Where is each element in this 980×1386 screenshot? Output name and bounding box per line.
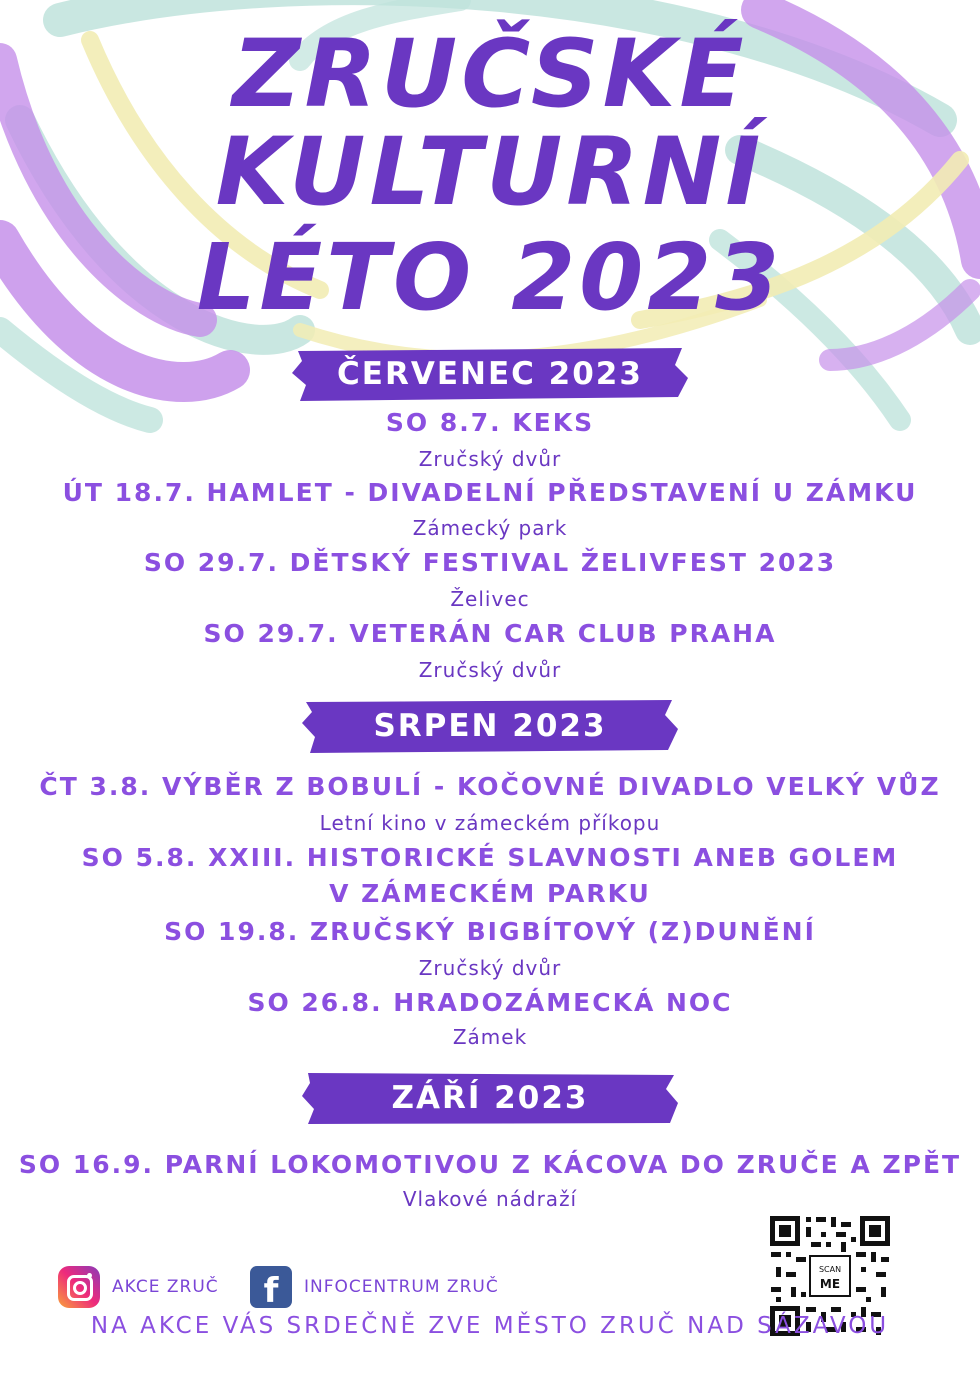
event-title: SO 16.9. PARNÍ LOKOMOTIVOU Z KÁCOVA DO ZRUČE A ZPĚT [18,1150,962,1179]
event-title: SO 29.7. DĚTSKÝ FESTIVAL ŽELIVFEST 2023 [143,548,837,577]
qr-me-label: ME [819,1277,841,1291]
poster-title-line-2: KULTURNÍ [215,118,765,227]
instagram-link[interactable] [58,1266,219,1308]
month-label-august: SRPEN 2023 [373,708,607,744]
instagram-icon [58,1266,100,1308]
event-title: SO 5.8. XXIII. HISTORICKÉ SLAVNOSTI ANEB GOLEM [81,843,899,872]
event-place: Vlakové nádraží [402,1187,578,1211]
month-heading-july [290,345,690,403]
event-title-continued: V ZÁMECKÉM PARKU [329,879,651,908]
event-title: SO 19.8. ZRUČSKÝ BIGBÍTOVÝ (Z)DUNĚNÍ [164,917,816,946]
event-place: Zručský dvůr [418,658,562,682]
month-label-september: ZÁŘÍ 2023 [391,1080,589,1116]
event-place: Letní kino v zámeckém příkopu [319,811,661,835]
event-place: Zámecký park [412,516,568,540]
footer-invitation: NA AKCE VÁS SRDEČNĚ ZVE MĚSTO ZRUČ NAD SÁZAVOU [90,1313,890,1339]
poster-title-line-1: ZRUČSKÉ [232,20,748,129]
qr-scan-label: SCAN [818,1265,842,1274]
event-place: Zručský dvůr [418,956,562,980]
month-heading-september [300,1069,680,1127]
event-title: SO 29.7. VETERÁN CAR CLUB PRAHA [203,619,777,648]
event-place: Želivec [450,587,530,611]
poster-title-line-3: LÉTO 2023 [196,224,784,331]
month-heading-august [300,697,680,755]
event-place: Zámek [452,1025,528,1049]
month-label-july: ČERVENEC 2023 [337,356,643,392]
event-title: ÚT 18.7. HAMLET - DIVADELNÍ PŘEDSTAVENÍ U ZÁMKU [62,478,918,507]
facebook-link[interactable] [250,1266,499,1308]
event-place: Zručský dvůr [418,447,562,471]
event-title: SO 26.8. HRADOZÁMECKÁ NOC [247,988,733,1017]
event-title: ČT 3.8. VÝBĚR Z BOBULÍ - KOČOVNÉ DIVADLO VELKÝ VŮZ [39,772,941,801]
event-title: SO 8.7. KEKS [385,408,595,437]
facebook-icon: f [250,1266,292,1308]
instagram-label: AKCE ZRUČ [112,1277,219,1297]
facebook-label: INFOCENTRUM ZRUČ [304,1277,499,1297]
